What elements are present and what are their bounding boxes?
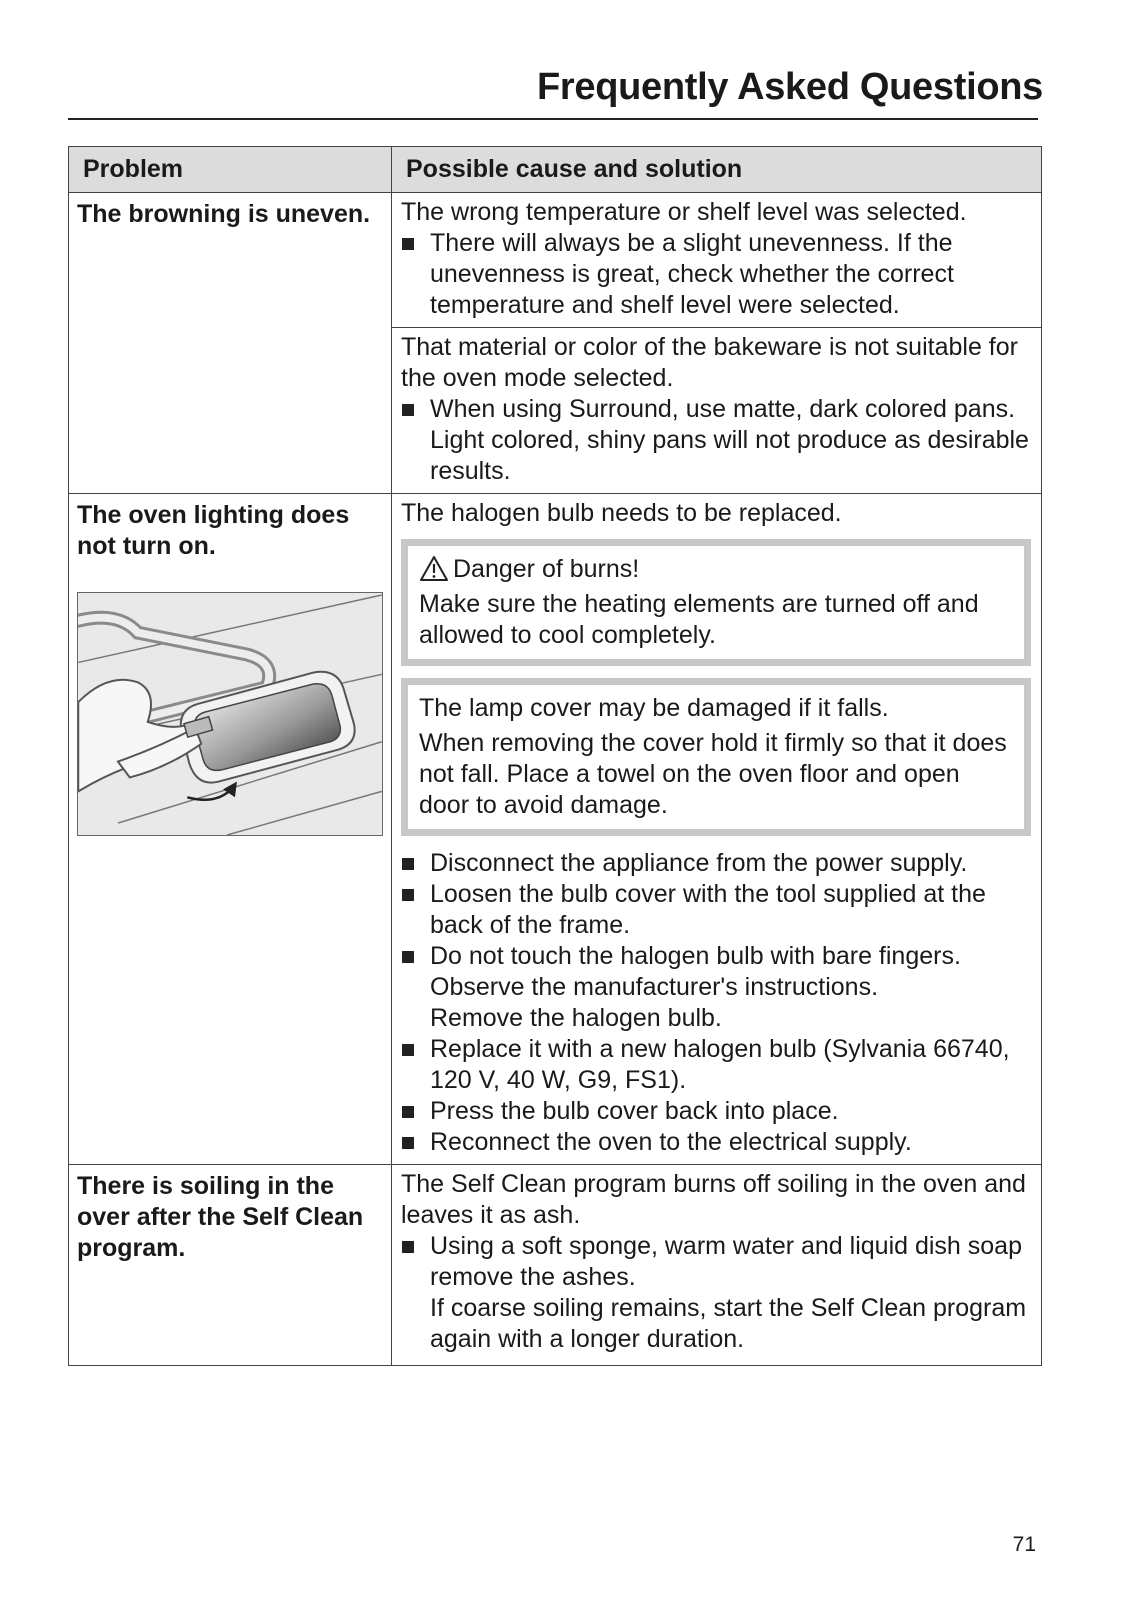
- problem-cell: [69, 1165, 392, 1366]
- list-item: Reconnect the oven to the electrical supply.: [401, 1127, 1033, 1158]
- problem-cell: [69, 494, 392, 1165]
- list-item: Disconnect the appliance from the power supply.: [401, 848, 1033, 879]
- step-subline: If coarse soiling remains, start the Self Clean program again with a longer duration.: [430, 1294, 1027, 1353]
- cause-text: That material or color of the bakeware is not suitable for the oven mode selected.: [401, 333, 1018, 392]
- column-header-solution: Possible cause and solution: [392, 147, 1042, 193]
- list-item: There will always be a slight unevenness. If the unevenness is great, check whether the correct temperature and shelf level were selected.: [401, 228, 1033, 321]
- list-item: Loosen the bulb cover with the tool supplied at the back of the frame.: [401, 879, 1033, 941]
- steps-list: [401, 848, 1033, 1158]
- step-subline: Remove the halogen bulb.: [430, 1004, 722, 1032]
- list-item: Replace it with a new halogen bulb (Sylvania 66740, 120 V, 40 W, G9, FS1).: [401, 1034, 1033, 1096]
- column-header-problem: Problem: [69, 147, 392, 193]
- caution-heading: The lamp cover may be damaged if it falls.: [419, 694, 889, 722]
- warning-title: Danger of burns!: [453, 555, 640, 583]
- title-divider: [68, 118, 1038, 120]
- step-text: Do not touch the halogen bulb with bare fingers.: [430, 942, 961, 970]
- solution-cell: [392, 494, 1042, 1165]
- table-header-row: [69, 147, 1042, 193]
- warning-text: Make sure the heating elements are turned off and allowed to cool completely.: [419, 590, 979, 649]
- cause-text: The halogen bulb needs to be replaced.: [401, 499, 842, 527]
- problem-text: The browning is uneven.: [77, 200, 371, 228]
- solution-cell: [392, 193, 1042, 328]
- table-row: [69, 1165, 1042, 1366]
- table-row: [69, 193, 1042, 328]
- faq-table: [68, 146, 1042, 1366]
- bullet-list: [401, 228, 1033, 321]
- list-item: [401, 941, 1033, 1034]
- problem-text: There is soiling in the over after the Self Clean program.: [77, 1172, 364, 1262]
- cause-text: The wrong temperature or shelf level was selected.: [401, 198, 967, 226]
- warning-box: [401, 539, 1031, 666]
- bullet-list: [401, 394, 1033, 487]
- list-item: When using Surround, use matte, dark colored pans. Light colored, shiny pans will not produce as desirable results.: [401, 394, 1033, 487]
- solution-cell: [392, 1165, 1042, 1366]
- step-subline: Observe the manufacturer's instructions.: [430, 973, 879, 1001]
- list-item: Press the bulb cover back into place.: [401, 1096, 1033, 1127]
- page-number: 71: [1012, 1533, 1036, 1556]
- list-item: [401, 1231, 1033, 1355]
- bulb-cover-removal-illustration: [77, 592, 383, 836]
- step-text: Using a soft sponge, warm water and liquid dish soap remove the ashes.: [430, 1232, 1022, 1291]
- caution-box: [401, 678, 1031, 836]
- table-row: [69, 494, 1042, 1165]
- caution-text: When removing the cover hold it firmly so that it does not fall. Place a towel on the oven floor and open door to avoid damage.: [419, 729, 1007, 819]
- cause-text: The Self Clean program burns off soiling in the oven and leaves it as ash.: [401, 1170, 1026, 1229]
- page-title: Frequently Asked Questions: [536, 66, 1043, 108]
- problem-text: The oven lighting does not turn on.: [77, 501, 350, 560]
- warning-triangle-icon: [419, 555, 449, 582]
- problem-cell: [69, 193, 392, 494]
- solution-cell: [392, 328, 1042, 494]
- bullet-list: [401, 1231, 1033, 1355]
